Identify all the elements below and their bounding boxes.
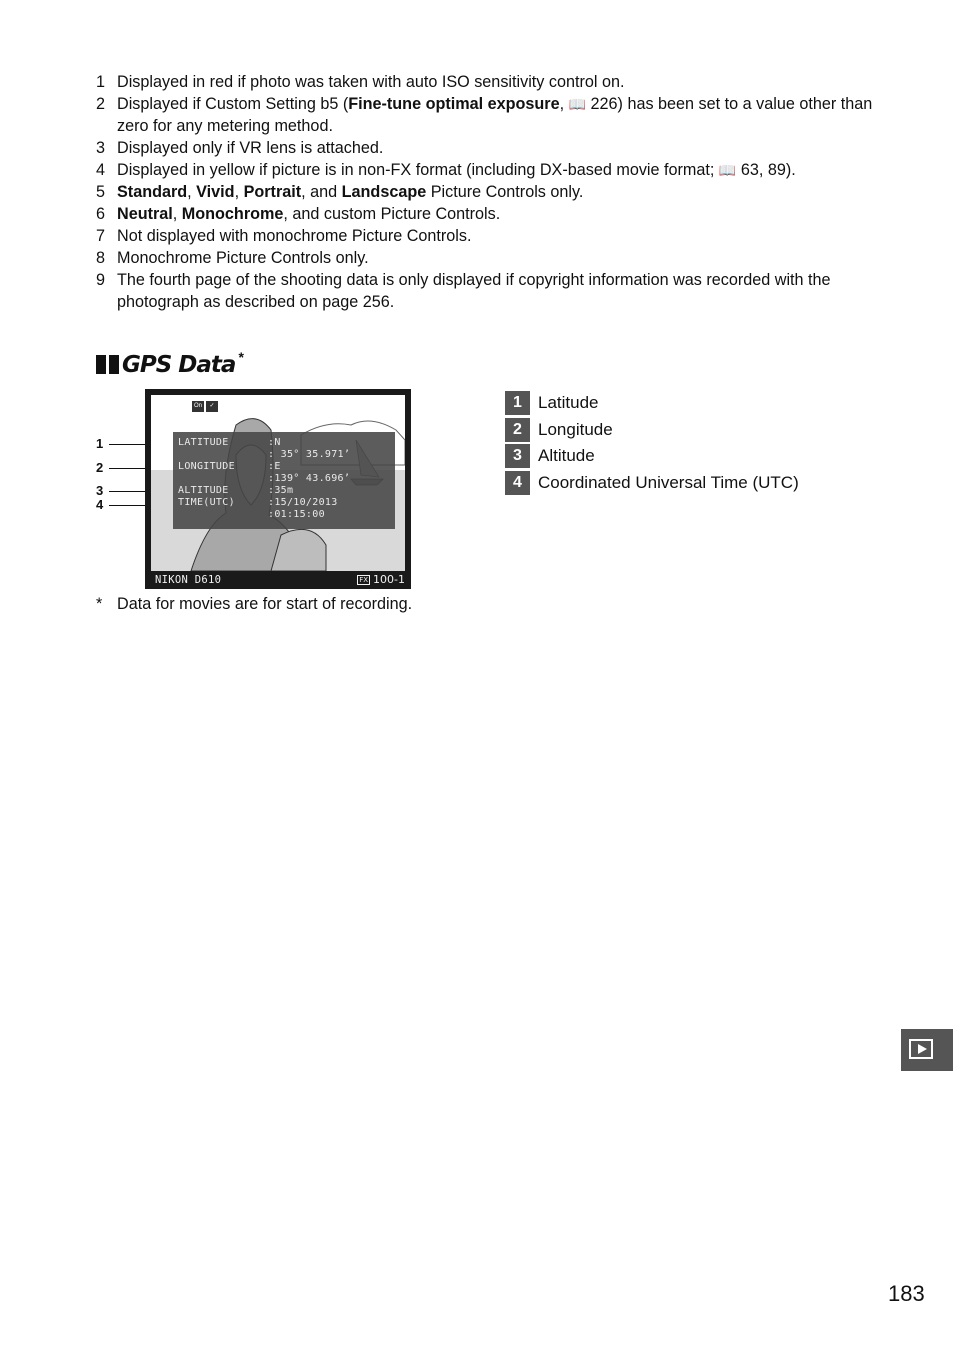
legend-label: Coordinated Universal Time (UTC) [538,472,799,492]
altitude-value: :35m [268,485,294,496]
setting-name: Fine-tune optimal exposure [348,95,560,113]
callout-number: 4 [96,497,104,512]
note-text: , [172,205,182,223]
picture-control-name: Monochrome [181,205,284,223]
note-item [96,203,896,225]
status-icons [192,401,218,412]
legend-number: 1 [505,391,530,415]
legend-label: Longitude [538,419,613,439]
camera-monitor-illustration [145,389,411,589]
note-item [96,159,896,181]
section-footnote [96,595,412,614]
callout-number: 2 [96,460,104,475]
note-text: , [234,183,244,201]
footnotes-list [96,71,896,313]
legend-label: Altitude [538,446,595,466]
date-value: :15/10/2013 [268,497,338,508]
footnote-marker: * [238,349,244,365]
note-item [96,71,896,93]
longitude-label: LONGITUDE [178,461,235,472]
note-text: Displayed in red if photo was taken with auto ISO sensitivity control on. [117,73,625,91]
note-text: Displayed only if VR lens is attached. [117,139,384,157]
callout-legend [505,390,799,496]
section-title: GPS Data [122,352,236,378]
note-item [96,93,896,137]
picture-control-name: Portrait [243,183,302,201]
longitude-value: :139° 43.696’ [268,473,351,484]
callout-number: 3 [96,483,104,498]
legend-item [505,470,799,497]
altitude-label: ALTITUDE [178,485,229,496]
playback-section-tab [901,1029,953,1071]
note-item [96,225,896,247]
note-text: , [187,183,197,201]
legend-item [505,417,799,444]
image-info [357,573,405,586]
latitude-hemisphere: :N [268,437,281,448]
note-number: 7 [96,227,106,245]
note-text: 226) has been set to a value other than zero for any metering method. [117,95,873,135]
picture-control-name: Neutral [117,205,173,223]
legend-number: 4 [505,471,530,495]
legend-number: 2 [505,418,530,442]
section-marker-icon [96,355,119,374]
photo-preview [151,395,405,571]
image-area-badge: FX [359,575,369,584]
note-number: 3 [96,139,106,157]
note-item [96,137,896,159]
picture-control-name: Vivid [196,183,235,201]
footnote-marker: * [96,595,103,613]
note-item [96,181,896,203]
note-text: , and [301,183,342,201]
note-number: 2 [96,95,106,113]
picture-control-name: Standard [117,183,188,201]
footnote-text: Data for movies are for start of recording. [117,595,413,613]
time-value: :01:15:00 [268,509,325,520]
page-number: 183 [888,1281,925,1306]
latitude-label: LATITUDE [178,437,229,448]
book-icon: 📖 [718,162,737,178]
note-text: Not displayed with monochrome Picture Controls. [117,227,472,245]
retouch-icon: ✓ [206,401,218,412]
time-utc-label: TIME(UTC) [178,497,235,508]
latitude-value: : 35° 35.971’ [268,449,351,460]
note-number: 6 [96,205,106,223]
legend-item [505,390,799,417]
note-number: 4 [96,161,106,179]
folder-frame-number: 100-1 [373,573,405,586]
note-text: Monochrome Picture Controls only. [117,249,369,267]
note-text: Displayed if Custom Setting b5 ( [117,95,349,113]
note-text: 63, 89). [740,161,796,179]
legend-label: Latitude [538,393,599,413]
protect-icon: On [192,401,204,412]
playback-icon [909,1039,933,1059]
note-number: 5 [96,183,106,201]
note-text: Picture Controls only. [426,183,584,201]
section-heading [96,350,244,382]
note-item [96,247,896,269]
note-text: , [559,95,569,113]
gps-data-overlay [173,432,395,529]
note-text: Displayed in yellow if picture is in non-FX format (including DX-based movie format; [117,161,719,179]
note-text: , and custom Picture Controls. [283,205,501,223]
book-icon: 📖 [568,96,587,112]
picture-control-name: Landscape [341,183,427,201]
note-text: The fourth page of the shooting data is only displayed if copyright information was recorded with the photograph as described on page 256. [117,271,831,311]
longitude-hemisphere: :E [268,461,281,472]
callout-number: 1 [96,436,104,451]
note-number: 9 [96,271,106,289]
legend-item [505,443,799,470]
note-number: 8 [96,249,106,267]
note-number: 1 [96,73,106,91]
note-item [96,269,896,313]
legend-number: 3 [505,444,530,468]
camera-model: NIKON D610 [155,574,222,586]
